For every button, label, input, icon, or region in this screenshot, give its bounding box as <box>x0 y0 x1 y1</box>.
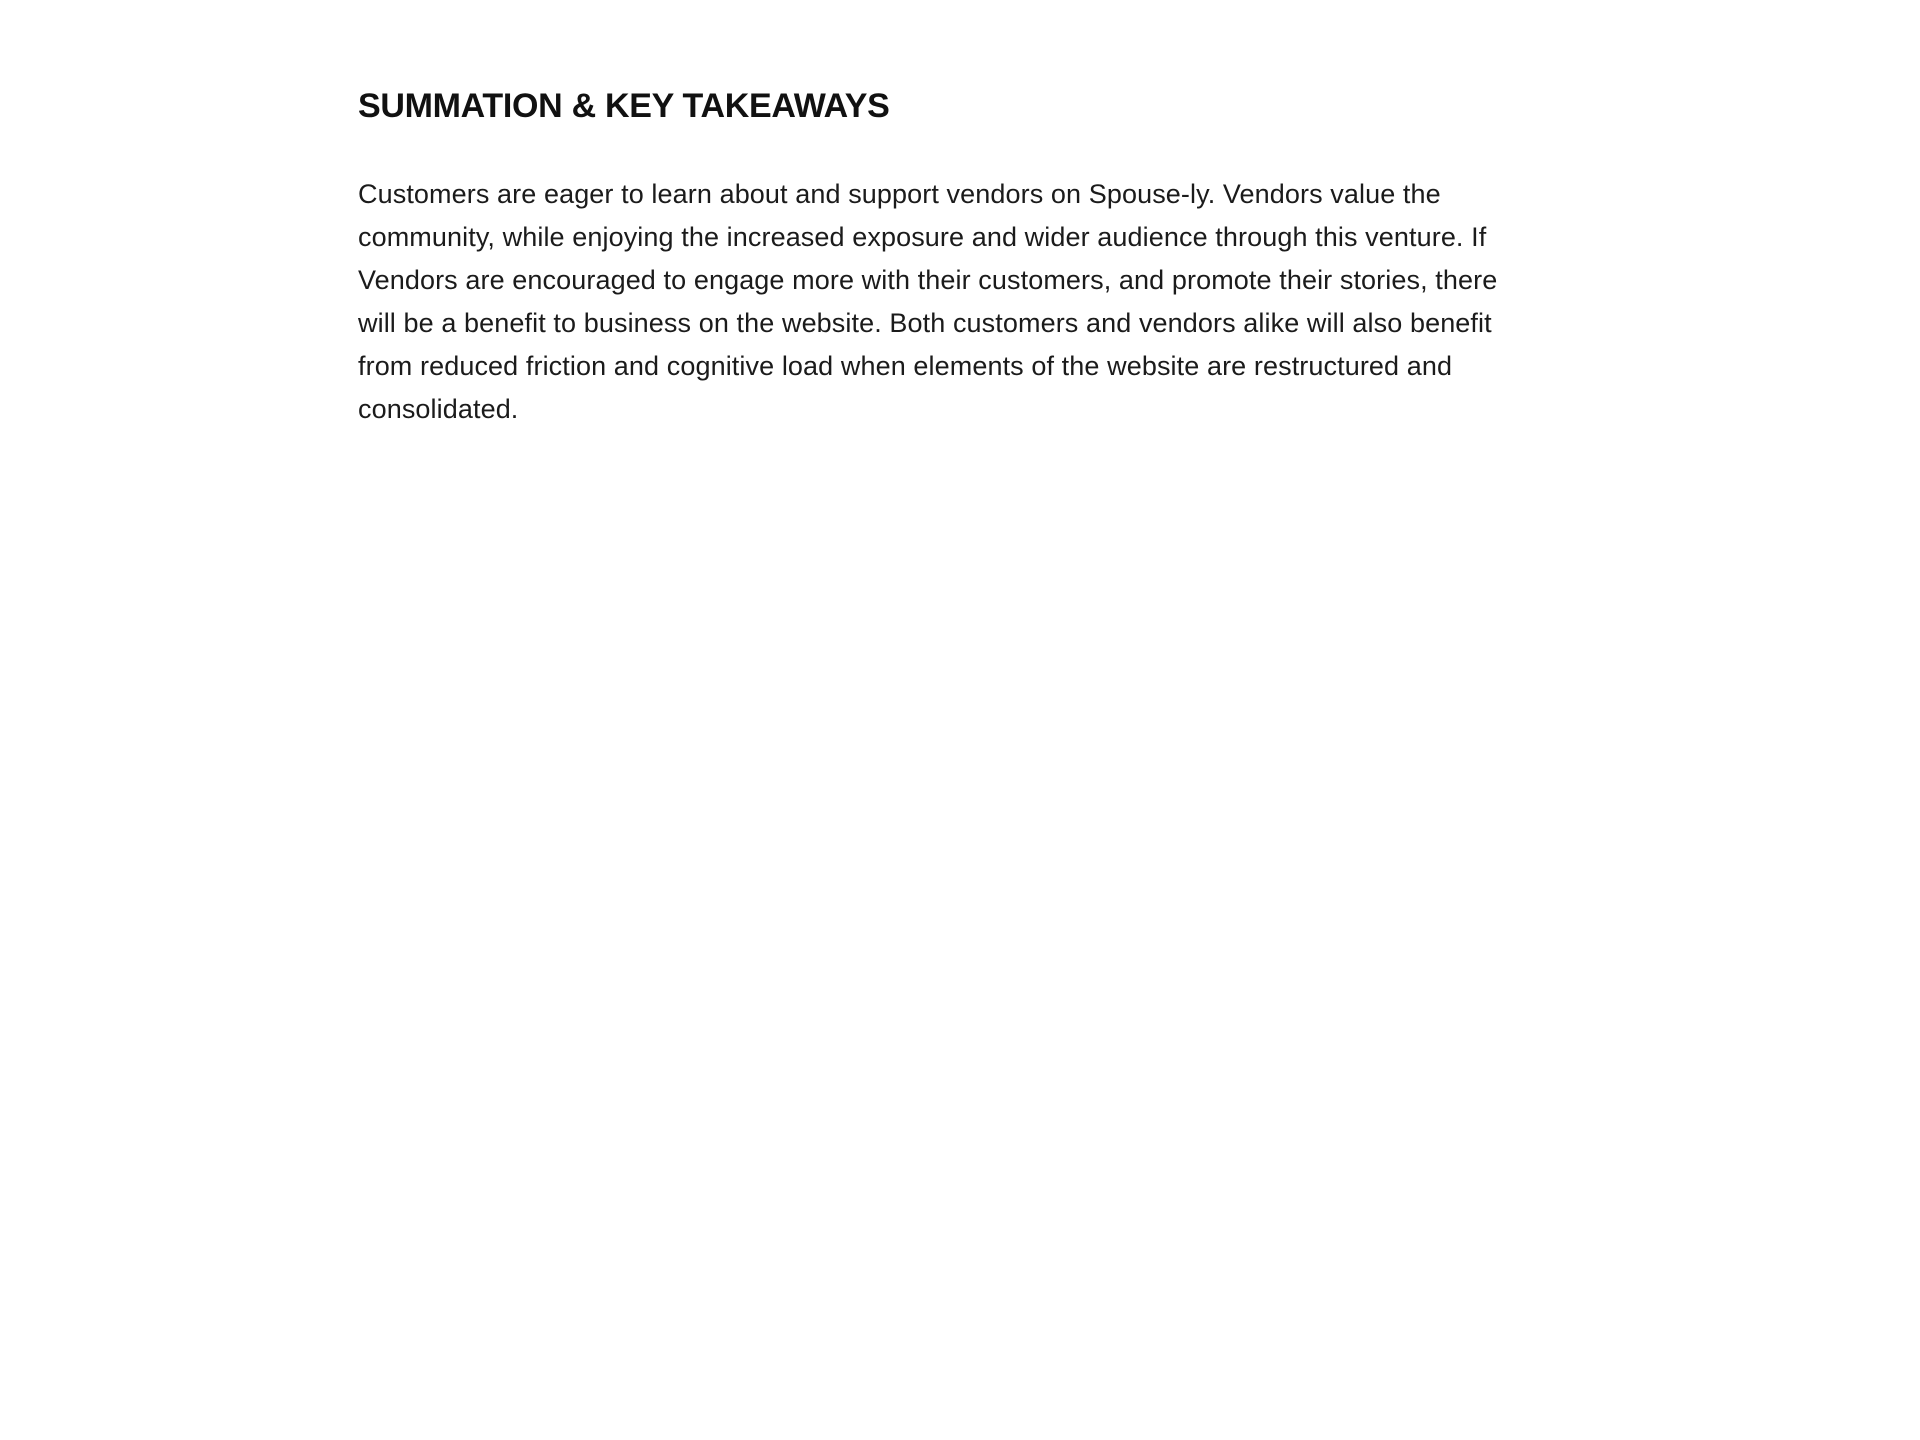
summary-paragraph <box>358 173 1618 431</box>
paragraph-line: will be a benefit to business on the website. Both customers and vendors alike will also benefit <box>358 308 1492 339</box>
paragraph-line: consolidated. <box>358 394 519 425</box>
content-block <box>358 88 1618 431</box>
paragraph-line: Customers are eager to learn about and support vendors on Spouse-ly. Vendors value the <box>358 179 1441 210</box>
paragraph-line: Vendors are encouraged to engage more with their customers, and promote their stories, there <box>358 265 1498 296</box>
paragraph-line: community, while enjoying the increased exposure and wider audience through this venture. If <box>358 222 1487 253</box>
section-heading: SUMMATION & KEY TAKEAWAYS <box>358 87 890 125</box>
paragraph-line: from reduced friction and cognitive load when elements of the website are restructured and <box>358 351 1453 382</box>
